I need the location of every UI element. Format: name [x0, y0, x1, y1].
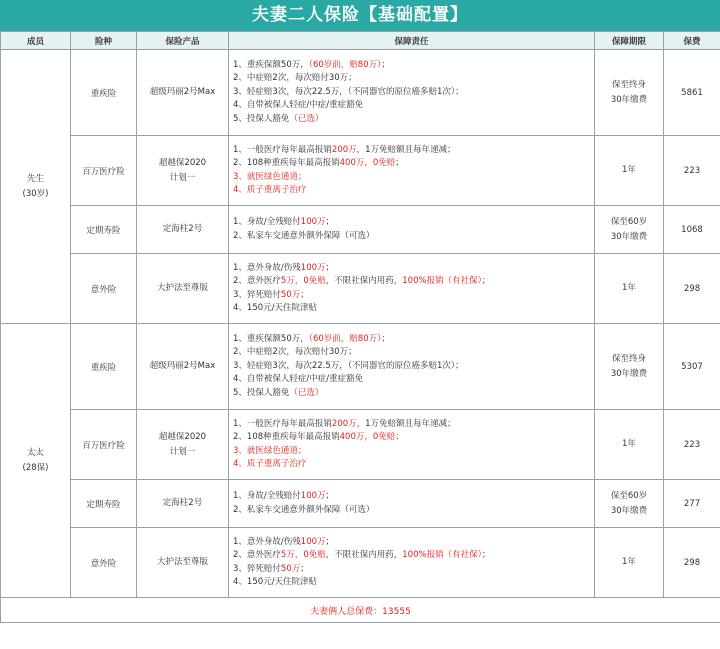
coverage-text: 400万，0免赔 — [339, 158, 396, 169]
table-header-row — [1, 32, 720, 50]
table-row — [1, 206, 720, 254]
coverage-line — [233, 113, 594, 126]
coverage-cell — [229, 324, 595, 410]
product-cell: 大护法至尊版 — [137, 254, 229, 324]
coverage-text: 5、投保人豁免 — [233, 387, 290, 398]
coverage-text: 3、轻症赔3次，每次22.5万，（不同器官的原位癌多赔1次）； — [233, 86, 464, 97]
coverage-text: 2、意外医疗 — [233, 276, 281, 287]
coverage-text: 1、重疾保额50万， — [233, 60, 309, 71]
coverage-cell — [229, 50, 595, 136]
coverage-text: 1、意外身故/伤残 — [233, 262, 301, 273]
premium-cell: 298 — [664, 528, 720, 598]
table-row — [1, 50, 720, 136]
coverage-line — [233, 171, 594, 184]
coverage-text: 4、150元/天住院津贴 — [233, 576, 317, 587]
coverage-text: ，1万免赔额且每年递减； — [356, 144, 456, 155]
coverage-text: 400万，0免赔 — [339, 432, 396, 443]
coverage-line — [233, 445, 594, 458]
insurance-table — [0, 31, 720, 623]
coverage-line — [233, 86, 594, 99]
coverage-text: 2、私家车交通意外额外保障（可选） — [233, 504, 375, 515]
term-cell: 1年 — [595, 136, 664, 206]
table-row — [1, 324, 720, 410]
insurance-type-cell: 重疾险 — [71, 324, 137, 410]
premium-cell: 223 — [664, 410, 720, 480]
coverage-cell — [229, 528, 595, 598]
coverage-text: 3、猝死赔付 — [233, 289, 281, 300]
coverage-text: 1、一般医疗每年最高报销 — [233, 144, 332, 155]
term-cell: 1年 — [595, 410, 664, 480]
coverage-line — [233, 346, 594, 359]
coverage-text: ； — [395, 432, 404, 443]
product-cell: 超级玛丽2号Max — [137, 324, 229, 410]
premium-cell: 5307 — [664, 324, 720, 410]
table-row — [1, 136, 720, 206]
coverage-text: ； — [481, 550, 491, 561]
coverage-cell — [229, 480, 595, 528]
table-row — [1, 254, 720, 324]
coverage-text: 100万 — [300, 262, 326, 273]
product-cell: 定海柱2号 — [137, 480, 229, 528]
coverage-text: 200万 — [331, 418, 357, 429]
header-member: 成员 — [1, 32, 71, 50]
coverage-text: 4、自带被保人轻症/中症/重症豁免 — [233, 100, 364, 111]
coverage-cell — [229, 254, 595, 324]
coverage-text: 3、猝死赔付 — [233, 563, 281, 574]
coverage-cell — [229, 206, 595, 254]
coverage-text: ； — [381, 334, 390, 345]
member-cell: 先生 (30岁) — [1, 50, 71, 324]
coverage-line — [233, 216, 594, 229]
coverage-text: 5、投保人豁免 — [233, 113, 290, 124]
coverage-line — [233, 431, 594, 444]
insurance-type-cell: 重疾险 — [71, 50, 137, 136]
coverage-text: （60岁前，赔80万） — [308, 60, 382, 71]
total-premium: 夫妻俩人总保费：13555 — [1, 598, 720, 623]
coverage-line — [233, 230, 594, 243]
coverage-text: （已选） — [289, 113, 324, 124]
table-body — [1, 50, 720, 598]
coverage-text: 50万 — [280, 289, 301, 300]
coverage-text: 3、就医绿色通道； — [233, 171, 307, 182]
term-cell: 保至60岁 30年缴费 — [595, 206, 664, 254]
coverage-text: 1、身故/全残赔付 — [233, 217, 301, 228]
coverage-line — [233, 387, 594, 400]
term-cell: 1年 — [595, 528, 664, 598]
product-cell: 定海柱2号 — [137, 206, 229, 254]
insurance-type-cell: 定期寿险 — [71, 206, 137, 254]
coverage-line — [233, 563, 594, 576]
coverage-line — [233, 72, 594, 85]
coverage-text: ； — [325, 217, 335, 228]
member-cell: 太太 (28保) — [1, 324, 71, 598]
coverage-text: 100万 — [300, 217, 326, 228]
coverage-text: ； — [381, 60, 390, 71]
coverage-text: 100万 — [300, 536, 326, 547]
coverage-line — [233, 360, 594, 373]
coverage-text: ，1万免赔额且每年递减； — [356, 418, 456, 429]
premium-cell: 223 — [664, 136, 720, 206]
coverage-text: 100%报销（有社保） — [402, 276, 482, 287]
coverage-text: 4、质子重离子治疗 — [233, 458, 307, 469]
coverage-line — [233, 302, 594, 315]
coverage-line — [233, 549, 594, 562]
table-row — [1, 480, 720, 528]
table-row — [1, 528, 720, 598]
table-row — [1, 410, 720, 480]
insurance-type-cell: 百万医疗险 — [71, 136, 137, 206]
coverage-line — [233, 184, 594, 197]
coverage-text: 2、意外医疗 — [233, 550, 281, 561]
coverage-text: 1、重疾保额50万， — [233, 334, 309, 345]
coverage-line — [233, 333, 594, 346]
coverage-line — [233, 157, 594, 170]
coverage-text: ； — [325, 262, 335, 273]
insurance-type-cell: 定期寿险 — [71, 480, 137, 528]
total-row — [1, 598, 720, 623]
coverage-text: （60岁前，赔80万） — [308, 334, 382, 345]
coverage-line — [233, 262, 594, 275]
premium-cell: 298 — [664, 254, 720, 324]
header-product: 保险产品 — [137, 32, 229, 50]
product-cell: 超级玛丽2号Max — [137, 50, 229, 136]
term-cell: 保至终身 30年缴费 — [595, 324, 664, 410]
coverage-cell — [229, 410, 595, 480]
premium-cell: 1068 — [664, 206, 720, 254]
coverage-text: 50万 — [280, 563, 301, 574]
coverage-line — [233, 289, 594, 302]
coverage-text: 2、中症赔2次，每次赔付30万； — [233, 347, 357, 358]
coverage-text: 4、自带被保人轻症/中症/重症豁免 — [233, 374, 364, 385]
header-coverage: 保障责任 — [229, 32, 595, 50]
coverage-line — [233, 418, 594, 431]
insurance-type-cell: 意外险 — [71, 254, 137, 324]
coverage-line — [233, 275, 594, 288]
coverage-line — [233, 504, 594, 517]
coverage-text: ； — [300, 289, 309, 300]
product-cell: 大护法至尊版 — [137, 528, 229, 598]
coverage-text: 100万 — [300, 491, 326, 502]
coverage-text: 3、就医绿色通道； — [233, 445, 307, 456]
insurance-type-cell: 意外险 — [71, 528, 137, 598]
coverage-text: 100%报销（有社保） — [402, 550, 482, 561]
product-cell: 超越保2020 计划一 — [137, 136, 229, 206]
term-cell: 1年 — [595, 254, 664, 324]
coverage-text: 4、质子重离子治疗 — [233, 184, 307, 195]
premium-cell: 277 — [664, 480, 720, 528]
coverage-line — [233, 373, 594, 386]
term-cell: 保至60岁 30年缴费 — [595, 480, 664, 528]
header-type: 险种 — [71, 32, 137, 50]
coverage-text: 2、108种重疾每年最高报销 — [233, 432, 340, 443]
coverage-cell — [229, 136, 595, 206]
coverage-text: 3、轻症赔3次，每次22.5万，（不同器官的原位癌多赔1次）； — [233, 360, 464, 371]
coverage-line — [233, 458, 594, 471]
coverage-text: 2、中症赔2次，每次赔付30万； — [233, 73, 357, 84]
coverage-text: 5万，0免赔 — [280, 550, 326, 561]
coverage-text: 2、108种重疾每年最高报销 — [233, 158, 340, 169]
coverage-text: ； — [325, 536, 335, 547]
coverage-line — [233, 99, 594, 112]
coverage-line — [233, 536, 594, 549]
coverage-text: ； — [395, 158, 404, 169]
coverage-text: 200万 — [331, 144, 357, 155]
coverage-text: ，不限社保内用药， — [325, 550, 403, 561]
coverage-text: ； — [325, 491, 335, 502]
coverage-text: 1、一般医疗每年最高报销 — [233, 418, 332, 429]
coverage-line — [233, 59, 594, 72]
coverage-text: 4、150元/天住院津贴 — [233, 302, 317, 313]
coverage-text: 1、身故/全残赔付 — [233, 491, 301, 502]
coverage-line — [233, 576, 594, 589]
coverage-line — [233, 144, 594, 157]
header-term: 保障期限 — [595, 32, 664, 50]
term-cell: 保至终身 30年缴费 — [595, 50, 664, 136]
coverage-text: 1、意外身故/伤残 — [233, 536, 301, 547]
coverage-text: ； — [300, 563, 309, 574]
coverage-text: 2、私家车交通意外额外保障（可选） — [233, 230, 375, 241]
product-cell: 超越保2020 计划一 — [137, 410, 229, 480]
page-title: 夫妻二人保险【基础配置】 — [0, 0, 720, 31]
insurance-type-cell: 百万医疗险 — [71, 410, 137, 480]
header-premium: 保费 — [664, 32, 720, 50]
coverage-line — [233, 490, 594, 503]
coverage-text: ，不限社保内用药， — [325, 276, 403, 287]
coverage-text: ； — [481, 276, 491, 287]
premium-cell: 5861 — [664, 50, 720, 136]
coverage-text: 5万，0免赔 — [280, 276, 326, 287]
coverage-text: （已选） — [289, 387, 324, 398]
